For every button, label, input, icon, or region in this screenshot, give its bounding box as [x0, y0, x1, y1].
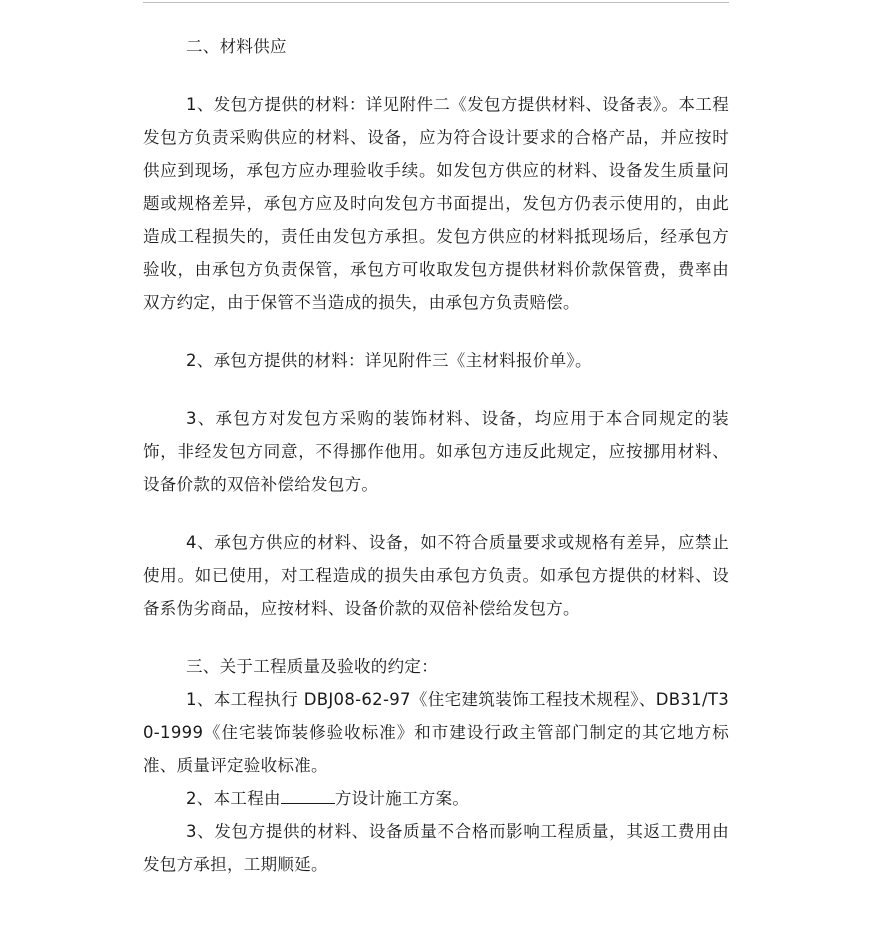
top-rule [143, 2, 729, 3]
section-2-heading: 二、材料供应 [186, 37, 287, 56]
section-3-item-2 [143, 782, 729, 815]
document-page [143, 30, 729, 881]
fill-in-blank [281, 785, 335, 804]
section-2-item-1: 1、发包方提供的材料：详见附件二《发包方提供材料、设备表》。本工程发包方负责采购供应的材料、设备，应为符合设计要求的合格产品，并应按时供应到现场，承包方应办理验收手续。如发包方供应的材料、设备发生质量问题或规格差异，承包方应及时向发包方书面提出，发包方仍表示使用的，由此造成工程损失的，责任由发包方承担。发包方供应的材料抵现场后，经承包方验收，由承包方负责保管，承包方可收取发包方提供材料价款保管费，费率由双方约定，由于保管不当造成的损失，由承包方负责赔偿。 [143, 95, 729, 312]
section-2-item-4: 4、承包方供应的材料、设备，如不符合质量要求或规格有差异，应禁止使用。如已使用，对工程造成的损失由承包方负责。如承包方提供的材料、设备系伪劣商品，应按材料、设备价款的双倍补偿给发包方。 [143, 533, 729, 618]
section-3-item-3: 3、发包方提供的材料、设备质量不合格而影响工程质量，其返工费用由发包方承担，工期顺延。 [143, 822, 729, 874]
section-3-heading: 三、关于工程质量及验收的约定： [186, 657, 438, 676]
section-2-item-2: 2、承包方提供的材料：详见附件三《主材料报价单》。 [186, 351, 592, 370]
section-2-item-3: 3、承包方对发包方采购的装饰材料、设备，均应用于本合同规定的装饰，非经发包方同意，不得挪作他用。如承包方违反此规定，应按挪用材料、设备价款的双倍补偿给发包方。 [143, 409, 729, 494]
section-3-item-1: 1、本工程执行 DBJ08-62-97《住宅建筑装饰工程技术规程》、DB31/T30-1999《住宅装饰装修验收标准》和市建设行政主管部门制定的其它地方标准、质量评定验收标准。 [143, 690, 729, 775]
section-3-item-2-suffix: 方设计施工方案。 [334, 789, 470, 808]
section-3-item-2-prefix: 2、本工程由 [186, 789, 281, 808]
